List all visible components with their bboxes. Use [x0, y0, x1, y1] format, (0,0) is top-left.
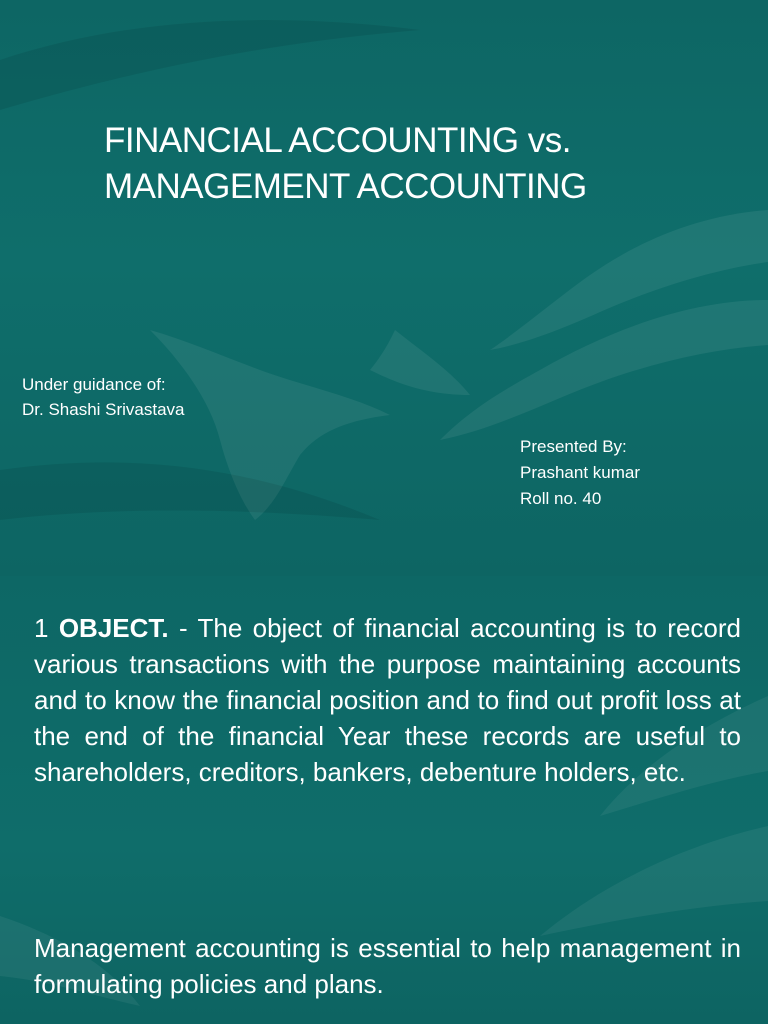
guidance-block	[22, 372, 185, 422]
point-text: The object of financial accounting is to record various transactions with the purpose maintaining accounts and to know the financial position and to find out profit loss at the end of the financial Year these records are useful to shareholders, creditors, bankers, debenture holders, etc.	[34, 613, 741, 787]
presenter-name: Prashant kumar	[520, 463, 640, 482]
roll-number: Roll no. 40	[520, 489, 602, 508]
content-slide	[0, 576, 768, 1024]
presenter-block	[520, 434, 640, 512]
guidance-label: Under guidance of:	[22, 375, 166, 394]
title-line-2: MANAGEMENT ACCOUNTING	[104, 167, 587, 206]
presentation-title	[104, 118, 724, 210]
title-line-1: FINANCIAL ACCOUNTING vs.	[104, 121, 572, 160]
point-number: 1	[34, 613, 49, 643]
object-point	[34, 610, 741, 790]
guide-name: Dr. Shashi Srivastava	[22, 400, 185, 419]
point-heading: OBJECT.	[58, 613, 169, 643]
presented-by-label: Presented By:	[520, 437, 627, 456]
point-separator: -	[168, 613, 198, 643]
management-paragraph: Management accounting is essential to help management in formulating policies and plans.	[34, 933, 741, 999]
